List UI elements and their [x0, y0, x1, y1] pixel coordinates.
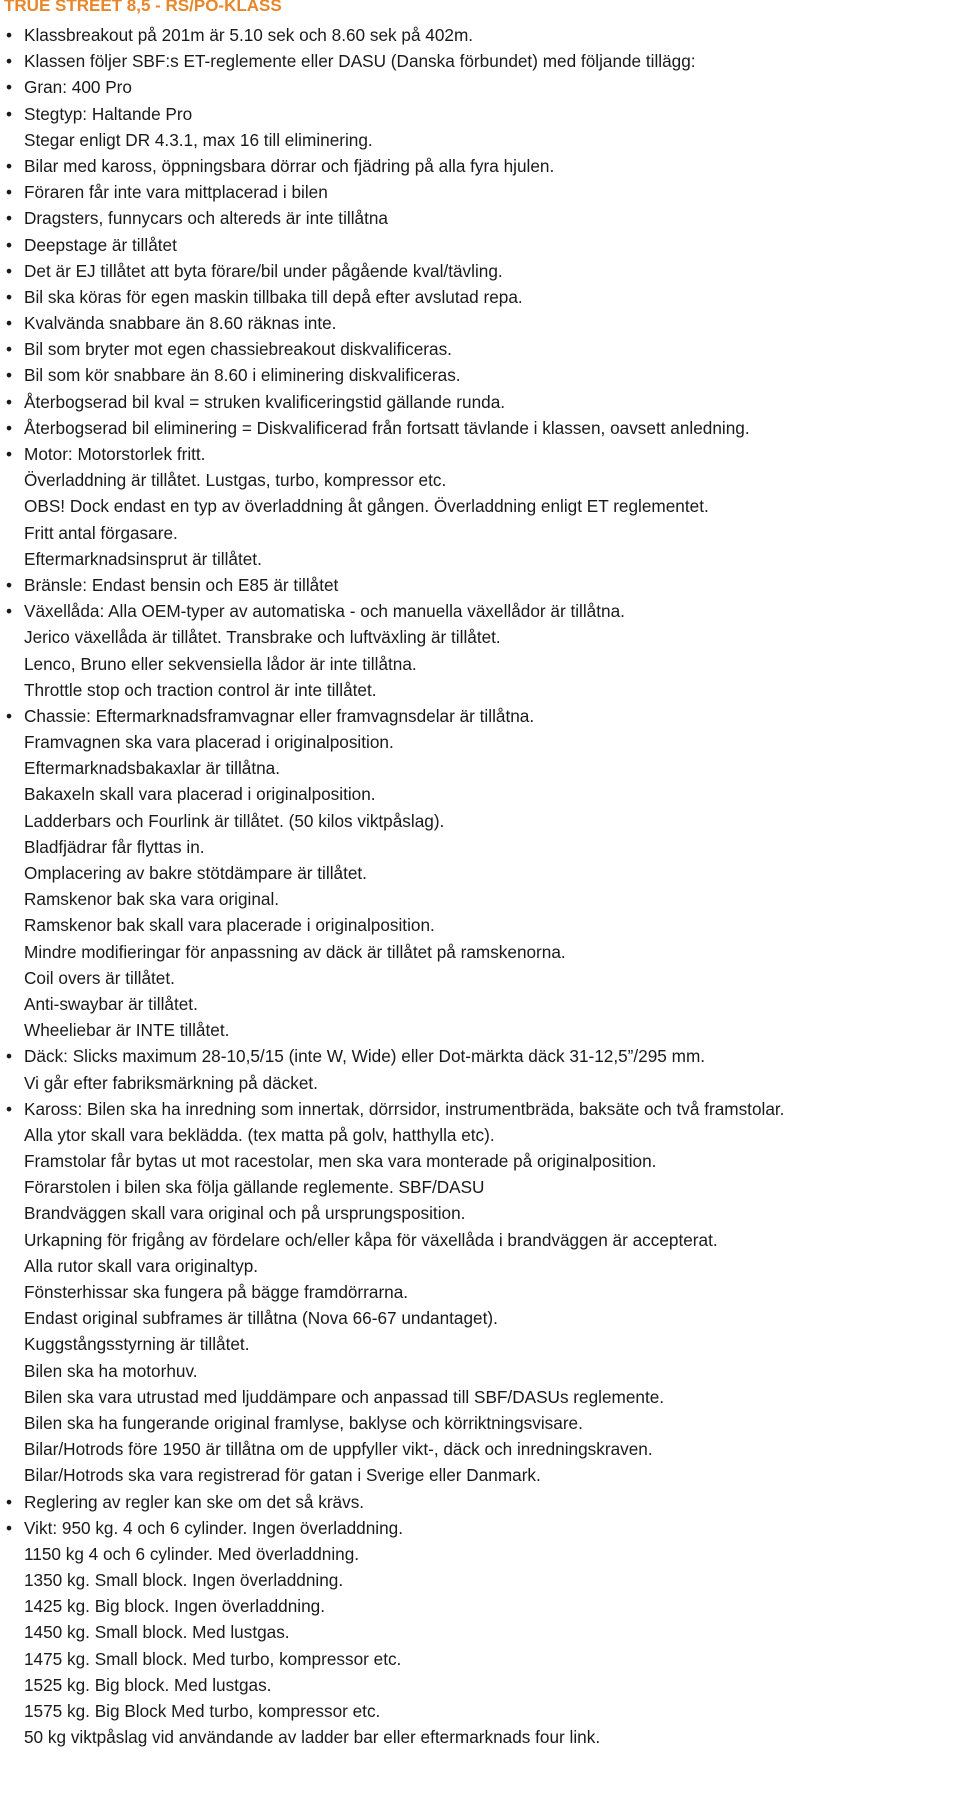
rule-text: Motor: Motorstorlek fritt.	[24, 444, 206, 464]
rule-text: Jerico växellåda är tillåtet. Transbrake och luftväxling är tillåtet.	[24, 627, 501, 648]
rule-text: Gran: 400 Pro	[24, 77, 132, 98]
rule-text: Lenco, Bruno eller sekvensiella lådor är inte tillåtna.	[24, 653, 417, 674]
rule-text: Bränsle: Endast bensin och E85 är tillåtet	[24, 574, 339, 595]
rule-text: 1525 kg. Big block. Med lustgas.	[24, 1674, 272, 1695]
rule-text: Bilar/Hotrods ska vara registrerad för gatan i Sverige eller Danmark.	[24, 1465, 541, 1486]
bullet-icon: •	[6, 339, 13, 360]
rule-text: Wheeliebar är INTE tillåtet.	[24, 1020, 230, 1041]
rule-text: Överladdning är tillåtet. Lustgas, turbo, kompressor etc.	[24, 470, 447, 491]
rule-text: Vi går efter fabriksmärkning på däcket.	[24, 1072, 318, 1093]
bullet-icon: •	[6, 155, 13, 176]
rule-text: Växellåda: Alla OEM-typer av automatiska - och manuella växellådor är tillåtna.	[24, 601, 625, 622]
bullet-icon: •	[6, 286, 13, 307]
rule-text: Bilar med kaross, öppningsbara dörrar och fjädring på alla fyra hjulen.	[24, 155, 555, 176]
rule-text: Stegtyp: Haltande Pro	[24, 103, 193, 124]
rule-text: Brandväggen skall vara original och på ursprungsposition.	[24, 1203, 466, 1224]
rule-text: Chassie: Eftermarknadsframvagnar eller framvagnsdelar är tillåtna.	[24, 705, 535, 726]
bullet-icon: •	[6, 182, 13, 203]
bullet-icon: •	[6, 1046, 13, 1067]
rule-text: 1450 kg. Small block. Med lustgas.	[24, 1622, 290, 1643]
rule-text: Alla ytor skall vara beklädda. (tex matta på golv, hatthylla etc).	[24, 1124, 495, 1145]
bullet-icon: •	[6, 103, 13, 124]
rule-text: Alla rutor skall vara originaltyp.	[24, 1255, 259, 1276]
rule-text: 1350 kg. Small block. Ingen överladdning.	[24, 1570, 344, 1591]
bullet-icon: •	[6, 234, 13, 255]
rule-text: Dragsters, funnycars och altereds är inte tillåtna	[24, 208, 388, 229]
rule-text: Bil som bryter mot egen chassiebreakout diskvalificeras.	[24, 339, 452, 360]
rule-text: Stegar enligt DR 4.3.1, max 16 till eliminering.	[24, 129, 373, 150]
rule-text: Förarstolen i bilen ska följa gällande reglemente. SBF/DASU	[24, 1177, 485, 1198]
bullet-icon: •	[6, 1491, 13, 1512]
rule-text: Bilen ska ha motorhuv.	[24, 1360, 198, 1381]
rule-text: Ramskenor bak ska vara original.	[24, 889, 280, 910]
rule-text: Kaross: Bilen ska ha inredning som innertak, dörrsidor, instrumentbräda, baksäte och två framstolar.	[24, 1098, 785, 1119]
rule-text: Däck: Slicks maximum 28-10,5/15 (inte W, Wide) eller Dot-märkta däck 31-12,5”/295 mm.	[24, 1046, 706, 1067]
rule-text: Endast original subframes är tillåtna (Nova 66-67 undantaget).	[24, 1308, 498, 1329]
rule-text: Bakaxeln skall vara placerad i originalposition.	[24, 784, 376, 805]
rule-text: Föraren får inte vara mittplacerad i bilen	[24, 182, 328, 203]
bullet-icon: •	[6, 391, 13, 412]
rule-text: Deepstage är tillåtet	[24, 234, 177, 255]
bullet-icon: •	[6, 1098, 13, 1119]
bullet-icon: •	[6, 417, 13, 438]
rule-text: Coil overs är tillåtet.	[24, 967, 175, 988]
rule-text: Eftermarknadsbakaxlar är tillåtna.	[24, 758, 281, 779]
rule-text: Bil som kör snabbare än 8.60 i eliminering diskvalificeras.	[24, 365, 461, 386]
rule-text: Omplacering av bakre stötdämpare är tillåtet.	[24, 863, 367, 883]
bullet-icon: •	[6, 25, 13, 45]
rule-text: 1575 kg. Big Block Med turbo, kompressor etc.	[24, 1701, 381, 1721]
rule-text: Mindre modifieringar för anpassning av däck är tillåtet på ramskenorna.	[24, 941, 566, 962]
rule-text: Framstolar får bytas ut mot racestolar, men ska vara monterade på originalposition.	[24, 1151, 657, 1172]
rule-text: Bilen ska vara utrustad med ljuddämpare och anpassad till SBF/DASUs reglemente.	[24, 1386, 665, 1407]
rule-text: Fönsterhissar ska fungera på bägge framdörrarna.	[24, 1282, 409, 1302]
bullet-icon: •	[6, 1517, 13, 1538]
bullet-icon: •	[6, 601, 13, 622]
bullet-icon: •	[6, 365, 13, 386]
rule-text: 1425 kg. Big block. Ingen överladdning.	[24, 1596, 325, 1617]
rule-text: Bladfjädrar får flyttas in.	[24, 836, 205, 857]
rule-text: OBS! Dock endast en typ av överladdning åt gången. Överladdning enligt ET reglementet.	[24, 496, 709, 517]
rule-text: Vikt: 950 kg. 4 och 6 cylinder. Ingen överladdning.	[24, 1517, 404, 1538]
bullet-icon: •	[6, 51, 13, 72]
rule-text: Framvagnen ska vara placerad i originalposition.	[24, 732, 394, 753]
rule-text: Klassen följer SBF:s ET-reglemente eller DASU (Danska förbundet) med följande tillägg:	[24, 51, 696, 72]
rule-text: Kvalvända snabbare än 8.60 räknas inte.	[24, 313, 337, 334]
rule-text: Återbogserad bil eliminering = Diskvalificerad från fortsatt tävlande i klassen, oavsett anledning.	[24, 417, 750, 438]
rule-text: Bil ska köras för egen maskin tillbaka till depå efter avslutad repa.	[24, 286, 523, 307]
rule-text: 50 kg viktpåslag vid användande av ladder bar eller eftermarknads four link.	[24, 1727, 601, 1748]
rule-text: Bilen ska ha fungerande original framlyse, baklyse och körriktningsvisare.	[24, 1412, 583, 1433]
bullet-icon: •	[6, 705, 13, 726]
rule-text: Det är EJ tillåtet att byta förare/bil under pågående kval/tävling.	[24, 260, 503, 281]
bullet-icon: •	[6, 313, 13, 334]
rule-text: 1475 kg. Small block. Med turbo, kompressor etc.	[24, 1648, 402, 1669]
bullet-icon: •	[6, 260, 13, 281]
bullet-icon: •	[6, 77, 13, 98]
rule-text: Eftermarknadsinsprut är tillåtet.	[24, 548, 262, 569]
rule-text: Anti-swaybar är tillåtet.	[24, 993, 198, 1014]
rule-text: 1150 kg 4 och 6 cylinder. Med överladdning.	[24, 1543, 360, 1564]
document-title: TRUE STREET 8,5 - RS/PO-KLASS	[4, 0, 282, 15]
rule-text: Återbogserad bil kval = struken kvalificeringstid gällande runda.	[24, 391, 506, 412]
rule-text: Kuggstångsstyrning är tillåtet.	[24, 1334, 250, 1355]
rule-text: Reglering av regler kan ske om det så krävs.	[24, 1491, 365, 1512]
rule-text: Klassbreakout på 201m är 5.10 sek och 8.60 sek på 402m.	[24, 25, 474, 45]
rule-text: Bilar/Hotrods före 1950 är tillåtna om de uppfyller vikt-, däck och inredningskraven.	[24, 1439, 653, 1460]
rule-text: Ramskenor bak skall vara placerade i originalposition.	[24, 915, 435, 936]
rule-text: Fritt antal förgasare.	[24, 522, 178, 543]
rule-text: Ladderbars och Fourlink är tillåtet. (50 kilos viktpåslag).	[24, 810, 445, 831]
bullet-icon: •	[6, 444, 13, 464]
bullet-icon: •	[6, 208, 13, 229]
rule-text: Urkapning för frigång av fördelare och/eller kåpa för växellåda i brandväggen är accepterat.	[24, 1229, 718, 1250]
rule-text: Throttle stop och traction control är inte tillåtet.	[24, 679, 377, 700]
bullet-icon: •	[6, 574, 13, 595]
